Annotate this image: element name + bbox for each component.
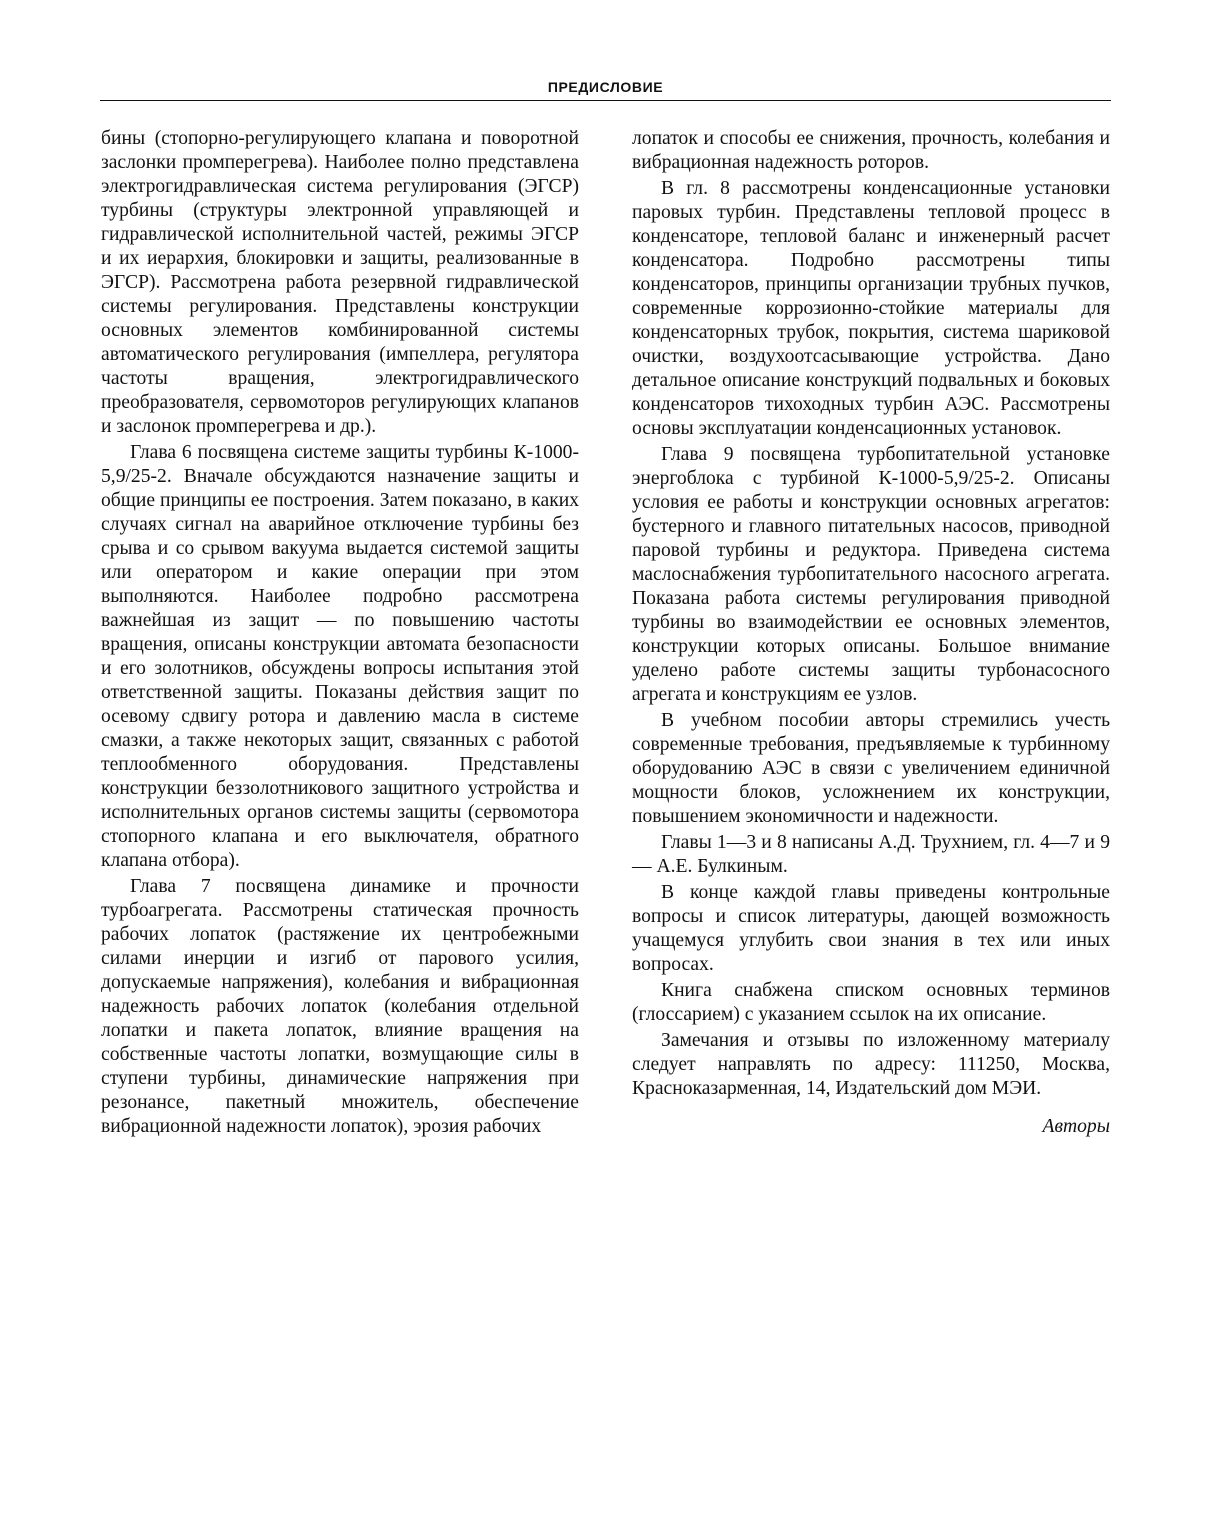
paragraph: лопаток и способы ее снижения, прочность, колебания и вибрационная надежность роторов. bbox=[632, 128, 1110, 173]
paragraph: В гл. 8 рассмотрены конденсационные установки паровых турбин. Представлены тепловой процесс в конденсаторе, тепловой баланс и инженерный расчет конденсатора. Подробно рассмотрены типы конденсаторов, принципы организации трубных пучков, современные коррозионно-стойкие материалы для конденсаторных трубок, покрытия, система шариковой очистки, воздухоотсасывающие устройства. Дано детальное описание конструкций подвальных и боковых конденсаторов тихоходных турбин АЭС. Рассмотрены основы эксплуатации конденсационных установок. bbox=[632, 178, 1110, 439]
running-header-title: ПРЕДИСЛОВИЕ bbox=[547, 79, 664, 95]
authors-signature: Авторы bbox=[1042, 1116, 1110, 1137]
paragraph: Глава 6 посвящена системе защиты турбины К-1000-5,9/25-2. Вначале обсуждаются назначение защиты и общие принципы ее построения. Затем показано, в каких случаях сигнал на аварийное отключение турбины без срыва и со срывом вакуума выдается системой защиты или оператором и какие операции при этом выполняются. Наиболее подробно рассмотрена важнейшая из защит — по повышению частоты вращения, описаны конструкции автомата безопасности и его золотников, обсуждены вопросы испытания этой ответственной защиты. Показаны действия защит по осевому сдвигу ротора и давлению масла в системе смазки, а также некоторых защит, связанных с работой теплообменного оборудования. Представлены конструкции беззолотникового защитного устройства и исполнительных органов системы защиты (сервомотора стопорного клапана и его выключателя, обратного клапана отбора). bbox=[101, 442, 579, 871]
paragraph: В конце каждой главы приведены контрольные вопросы и список литературы, дающей возможность учащемуся углубить свои знания в тех или иных вопросах. bbox=[632, 882, 1110, 975]
paragraph: бины (стопорно-регулирующего клапана и поворотной заслонки промперегрева). Наиболее полно представлена электрогидравлическая система регулирования (ЭГСР) турбины (структуры электронной управляющей и гидравлической исполнительной частей, режимы ЭГСР и их иерархия, блокировки и защиты, реализованные в ЭГСР). Рассмотрена работа резервной гидравлической системы регулирования. Представлены конструкции основных элементов комбинированной системы автоматического регулирования (импеллера, регулятора частоты вращения, электрогидравлического преобразователя, сервомоторов регулирующих клапанов и заслонок промперегрева и др.). bbox=[101, 128, 579, 437]
paragraph: Книга снабжена списком основных терминов (глоссарием) с указанием ссылок на их описание. bbox=[632, 980, 1110, 1025]
paragraph: В учебном пособии авторы стремились учесть современные требования, предъявляемые к турбинному оборудованию АЭС в связи с увеличением единичной мощности блоков, усложнением их конструкции, повышением экономичности и надежности. bbox=[632, 710, 1110, 827]
paragraph: Главы 1—3 и 8 написаны А.Д. Трухнием, гл. 4—7 и 9 — А.Е. Булкиным. bbox=[632, 832, 1110, 877]
paragraph: Замечания и отзывы по изложенному материалу следует направлять по адресу: 111250, Москва, Красноказарменная, 14, Издательский дом МЭИ. bbox=[632, 1030, 1110, 1099]
left-column bbox=[101, 127, 579, 1139]
running-header bbox=[100, 76, 1111, 101]
right-column bbox=[632, 127, 1110, 1139]
paragraph: Глава 7 посвящена динамике и прочности турбоагрегата. Рассмотрены статическая прочность рабочих лопаток (растяжение их центробежными силами инерции и изгиб от парового усилия, допускаемые напряжения), колебания и вибрационная надежность рабочих лопаток (колебания отдельной лопатки и пакета лопаток, влияние вращения на собственные частоты лопатки, возмущающие силы в ступени турбины, динамические напряжения при резонансе, пакетный множитель, обеспечение вибрационной надежности лопаток), эрозия рабочих bbox=[101, 876, 579, 1137]
paragraph: Глава 9 посвящена турбопитательной установке энергоблока с турбиной К-1000-5,9/25-2. Описаны условия ее работы и конструкции основных агрегатов: бустерного и главного питательных насосов, приводной паровой турбины и редуктора. Приведена система маслоснабжения турбопитательного насосного агрегата. Показана работа системы регулирования приводной турбины во взаимодействии ее основных элементов, конструкции которых описаны. Большое внимание уделено работе системы защиты турбонасосного агрегата и конструкциям ее узлов. bbox=[632, 444, 1110, 705]
